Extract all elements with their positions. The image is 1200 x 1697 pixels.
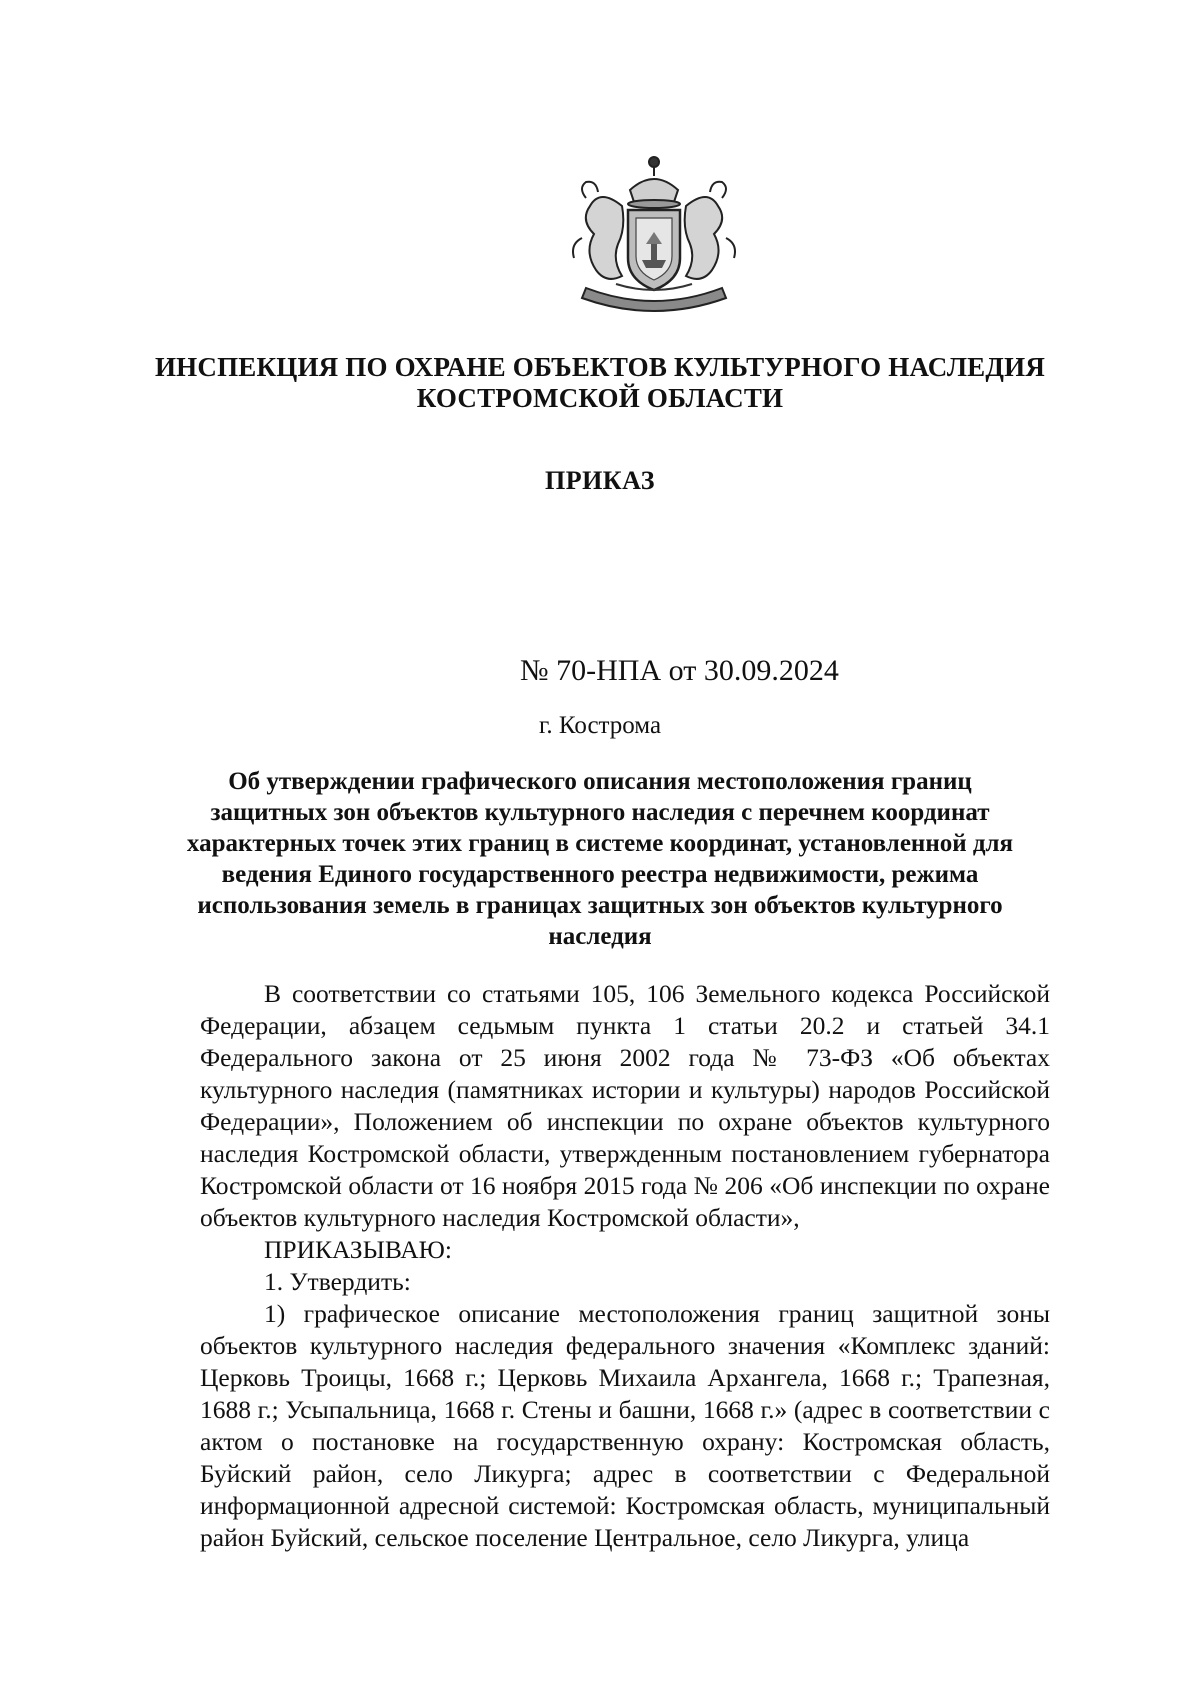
item-1-1: 1) графическое описание местоположения границ защитной зоны объектов культурного наследия федерального значения «Комплекс зданий: Церковь Троицы, 1668 г.; Церковь Михаила Архангела, 1668 г.; Трапезная, 1688 г.; Усыпальница, 1668 г. Стены и башни, 1668 г.» (адрес в соответствии с актом о постановке на государственную охрану: Костромская область, Буйский район, село Ликурга; адрес в соответствии с Федеральной информационной адресной системой: Костромская область, муниципальный район Буйский, сельское поселение Центральное, село Ликурга, улица <box>200 1299 1050 1552</box>
organization-line-2: КОСТРОМСКОЙ ОБЛАСТИ <box>416 383 784 413</box>
organization-line-1: ИНСПЕКЦИЯ ПО ОХРАНЕ ОБЪЕКТОВ КУЛЬТУРНОГО НАСЛЕДИЯ <box>154 352 1046 382</box>
order-city: г. Кострома <box>538 712 662 739</box>
order-body <box>200 978 1050 1554</box>
item-1: 1. Утвердить: <box>264 1267 411 1296</box>
order-word: ПРИКАЗЫВАЮ: <box>264 1235 452 1264</box>
document-type: ПРИКАЗ <box>544 466 656 495</box>
order-number-date: № 70-НПА от 30.09.2024 <box>520 654 839 687</box>
organization-name <box>150 352 1050 414</box>
coat-of-arms-emblem <box>556 148 752 314</box>
preamble-paragraph: В соответствии со статьями 105, 106 Земельного кодекса Российской Федерации, абзацем седьмым пункта 1 статьи 20.2 и статьей 34.1 Федерального закона от 25 июня 2002 года № 73-ФЗ «Об объектах культурного наследия (памятниках истории и культуры) народов Российской Федерации», Положением об инспекции по охране объектов культурного наследия Костромской области, утвержденным постановлением губернатора Костромской области от 16 ноября 2015 года № 206 «Об инспекции по охране объектов культурного наследия Костромской области», <box>200 979 1050 1232</box>
order-subject: Об утверждении графического описания местоположения границ защитных зон объектов культурного наследия с перечнем координат характерных точек этих границ в системе координат, установленной для ведения Единого государственного реестра недвижимости, режима использования земель в границах защитных зон объектов культурного наследия <box>186 768 1014 950</box>
